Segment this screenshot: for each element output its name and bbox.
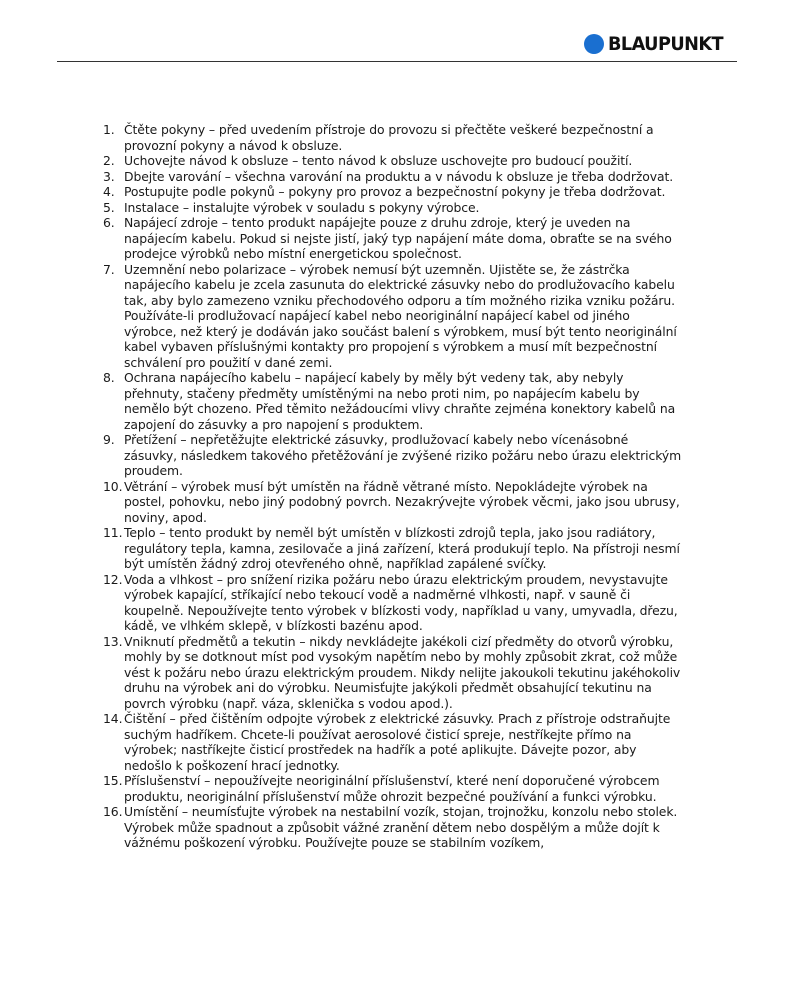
brand-logo [584, 33, 732, 55]
list-item [103, 479, 683, 526]
item-text: Uchovejte návod k obsluze – tento návod k obsluze uschovejte pro budoucí použití. [124, 153, 633, 168]
list-item [103, 634, 683, 712]
list-item [103, 804, 683, 851]
item-number: 4. [103, 184, 115, 199]
item-text: Přetížení – nepřetěžujte elektrické zásuvky, prodlužovací kabely nebo vícenásobné zásuvky, následkem takového přetěžování je zvýšené riziko požáru nebo úrazu elektrickým proudem. [124, 432, 682, 478]
list-item [103, 773, 683, 804]
item-text: Vniknutí předmětů a tekutin – nikdy nevkládejte jakékoli cizí předměty do otvorů výrobku, mohly by se dotknout míst pod vysokým napětím nebo by mohly způsobit zkrat, což může vést k požáru nebo úrazu elektrickým proudem. Nikdy nelijte jakoukoli tekutinu jakéhokoliv druhu na výrobek ani do výrobku. Neumisťujte jakýkoli předmět obsahující tekutinu na povrch výrobku (např. váza, sklenička s vodou apod.). [124, 633, 681, 711]
item-number: 6. [103, 215, 115, 230]
page-header [0, 0, 794, 62]
item-number: 1. [103, 122, 115, 137]
list-item [103, 200, 683, 216]
item-text: Uzemnění nebo polarizace – výrobek nemusí být uzemněn. Ujistěte se, že zástrčka napájecího kabelu je zcela zasunuta do elektrické zásuvky nebo do prodlužovacího kabelu tak, aby bylo zamezeno vzniku přechodového odporu a tím možného rizika vzniku požáru. Používáte-li prodlužovací napájecí kabel nebo neoriginální napájecí kabel od jiného výrobce, než který je dodáván jako součást balení s výrobkem, musí být tento neoriginální kabel vybaven příslušnými kontakty pro propojení s výrobkem a musí mít bezpečnostní schválení pro použití v dané zemi. [124, 261, 677, 370]
item-text: Čtěte pokyny – před uvedením přístroje do provozu si přečtěte veškeré bezpečnostní a provozní pokyny a návod k obsluze. [124, 122, 654, 153]
item-number: 15. [103, 773, 123, 788]
item-text: Dbejte varování – všechna varování na produktu a v návodu k obsluze je třeba dodržovat. [124, 168, 674, 184]
list-item [103, 525, 683, 572]
item-text: Napájecí zdroje – tento produkt napájejte pouze z druhu zdroje, který je uveden na napájecím kabelu. Pokud si nejste jistí, jaký typ napájení máte doma, obraťte se na svého prodejce výrobků nebo místní energetickou společnost. [124, 215, 672, 261]
item-text: Umístění – neumísťujte výrobek na nestabilní vozík, stojan, trojnožku, konzolu nebo stolek. Výrobek může spadnout a způsobit vážné zranění dětem nebo dospělým a může dojít k vážnému poškození výrobku. Používejte pouze se stabilním vozíkem, [124, 804, 678, 850]
item-text: Čištění – před čištěním odpojte výrobek z elektrické zásuvky. Prach z přístroje odstraňujte suchým hadříkem. Chcete-li používat aerosolové čisticí spreje, nestříkejte přímo na výrobek; nastříkejte čisticí prostředek na hadřík a poté aplikujte. Dávejte pozor, aby nedošlo k poškození hrací jednotky. [124, 711, 671, 773]
list-item [103, 572, 683, 634]
logo-dot-icon [584, 34, 604, 54]
item-text: Větrání – výrobek musí být umístěn na řádně větrané místo. Nepokládejte výrobek na postel, pohovku, nebo jiný podobný povrch. Nezakrývejte výrobek věcmi, jako jsou ubrusy, noviny, apod. [124, 478, 680, 525]
item-text: Teplo – tento produkt by neměl být umístěn v blízkosti zdrojů tepla, jako jsou radiátory, regulátory tepla, kamna, zesilovače a jiná zařízení, která produkují teplo. Na přístroji nesmí být umístěn žádný zdroj otevřeného ohně, například zapálené svíčky. [124, 525, 680, 571]
list-item [103, 153, 683, 169]
item-number: 16. [103, 804, 123, 819]
list-item [103, 370, 683, 432]
item-number: 7. [103, 261, 115, 277]
item-number: 12. [103, 571, 123, 587]
safety-instructions-list [103, 122, 683, 851]
list-item [103, 215, 683, 262]
list-item [103, 711, 683, 773]
item-text: Ochrana napájecího kabelu – napájecí kabely by měly být vedeny tak, aby nebyly přehnuty, stačeny předměty umístěnými na nebo proti nim, po napájecím kabelu by nemělo být chozeno. Před těmito nežádoucími vlivy chraňte zejména konektory kabelů na zapojení do zásuvky a pro napojení s produktem. [124, 370, 676, 432]
item-text: Postupujte podle pokynů – pokyny pro provoz a bezpečnostní pokyny je třeba dodržovat. [124, 184, 666, 199]
item-number: 13. [103, 633, 123, 649]
list-item [103, 262, 683, 371]
item-number: 10. [103, 478, 123, 494]
header-divider [57, 61, 737, 62]
item-number: 2. [103, 153, 115, 168]
item-number: 11. [103, 525, 123, 540]
item-number: 9. [103, 432, 115, 447]
list-item [103, 169, 683, 185]
brand-name: BLAUPUNKT [608, 33, 724, 55]
item-text: Příslušenství – nepoužívejte neoriginální příslušenství, které není doporučené výrobcem produktu, neoriginální příslušenství může ohrozit bezpečné používání a funkci výrobku. [124, 773, 660, 804]
list-item [103, 184, 683, 200]
list-item [103, 122, 683, 153]
item-text: Instalace – instalujte výrobek v souladu s pokyny výrobce. [124, 199, 480, 215]
item-number: 14. [103, 711, 123, 726]
item-text: Voda a vlhkost – pro snížení rizika požáru nebo úrazu elektrickým proudem, nevystavujte výrobek kapající, stříkající nebo tekoucí vodě a nadměrné vlhkosti, např. v sauně či koupelně. Nepoužívejte tento výrobek v blízkosti vody, například u vany, umyvadla, dřezu, kádě, ve vlhkém sklepě, v blízkosti bazénu apod. [124, 571, 678, 633]
item-number: 3. [103, 168, 115, 184]
list-item [103, 432, 683, 479]
item-number: 5. [103, 199, 115, 215]
item-number: 8. [103, 370, 115, 385]
